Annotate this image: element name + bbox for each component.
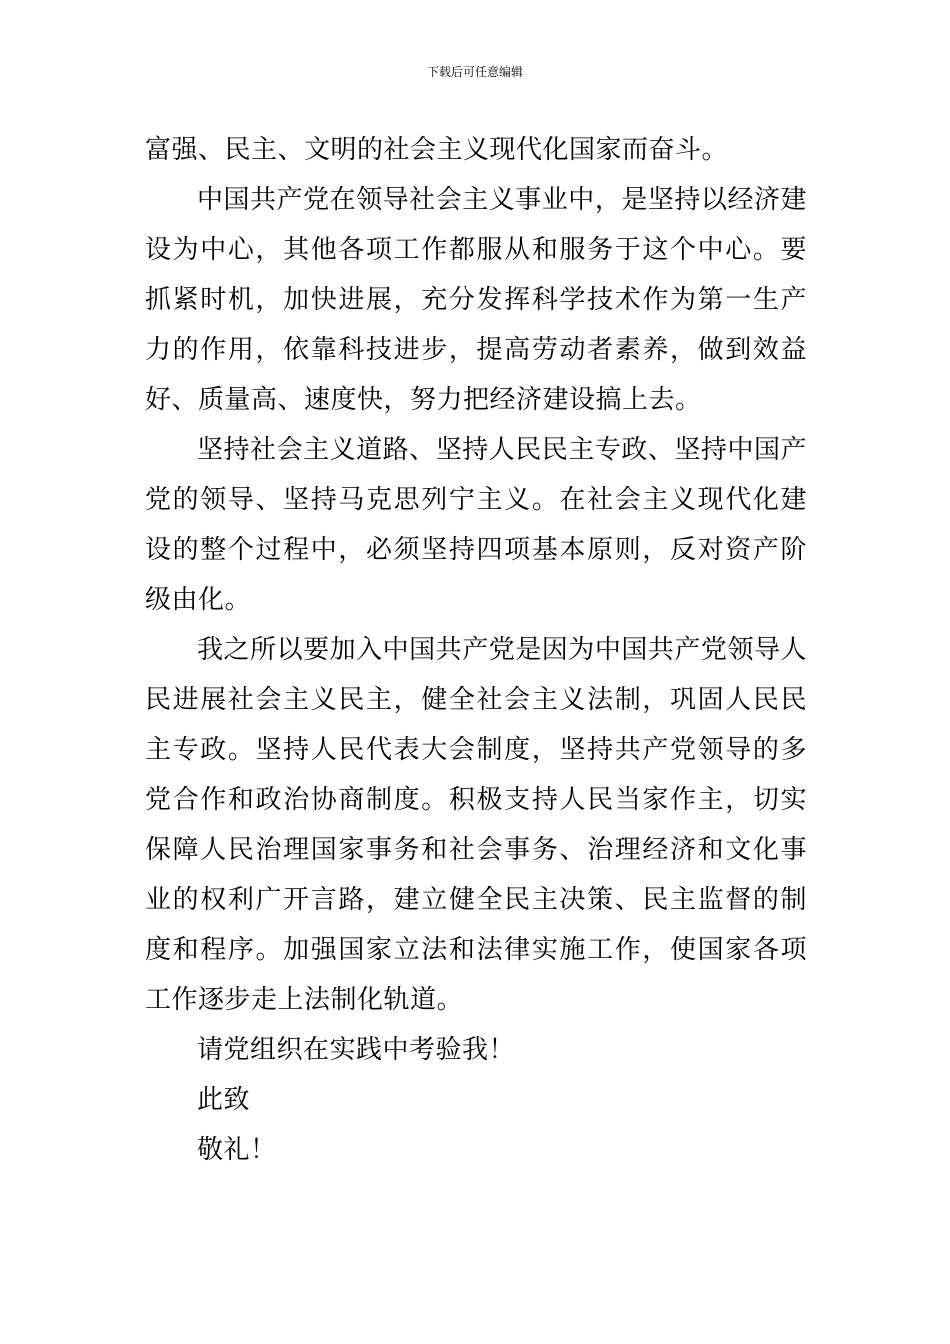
paragraph-request: 请党组织在实践中考验我！	[197, 1035, 516, 1065]
paragraph-joining-reason: 我之所以要加入中国共产党是因为中国共产党领导人民进展社会主义民主，健全社会主义法制，巩固人民民主专政。坚持人民代表大会制度，坚持共产党领导的多党合作和政治协商制度。积极支持人民当家作主，切实保障人民治理国家事务和社会事务、治理经济和文化事业的权利广开言路，建立健全民主决策、民主监督的制度和程序。加强国家立法和法律实施工作，使国家各项工作逐步走上法制化轨道。	[145, 635, 807, 1015]
page-header-note: 下载后可任意编辑	[426, 65, 523, 79]
salutation-cizhi: 此致	[197, 1085, 251, 1115]
paragraph-economic-construction: 中国共产党在领导社会主义事业中，是坚持以经济建设为中心，其他各项工作都服从和服务于这个中心。要抓紧时机，加快进展，充分发挥科学技术作为第一生产力的作用，依靠科技进步，提高劳动者素养，做到效益好、质量高、速度快，努力把经济建设搞上去。	[145, 185, 807, 415]
document-body	[145, 125, 807, 1175]
paragraph-continuation: 富强、民主、文明的社会主义现代化国家而奋斗。	[145, 135, 729, 165]
paragraph-four-principles: 坚持社会主义道路、坚持人民民主专政、坚持中国产党的领导、坚持马克思列宁主义。在社会主义现代化建设的整个过程中，必须坚持四项基本原则，反对资产阶级由化。	[145, 435, 807, 615]
salutation-jingli: 敬礼！	[197, 1135, 277, 1165]
